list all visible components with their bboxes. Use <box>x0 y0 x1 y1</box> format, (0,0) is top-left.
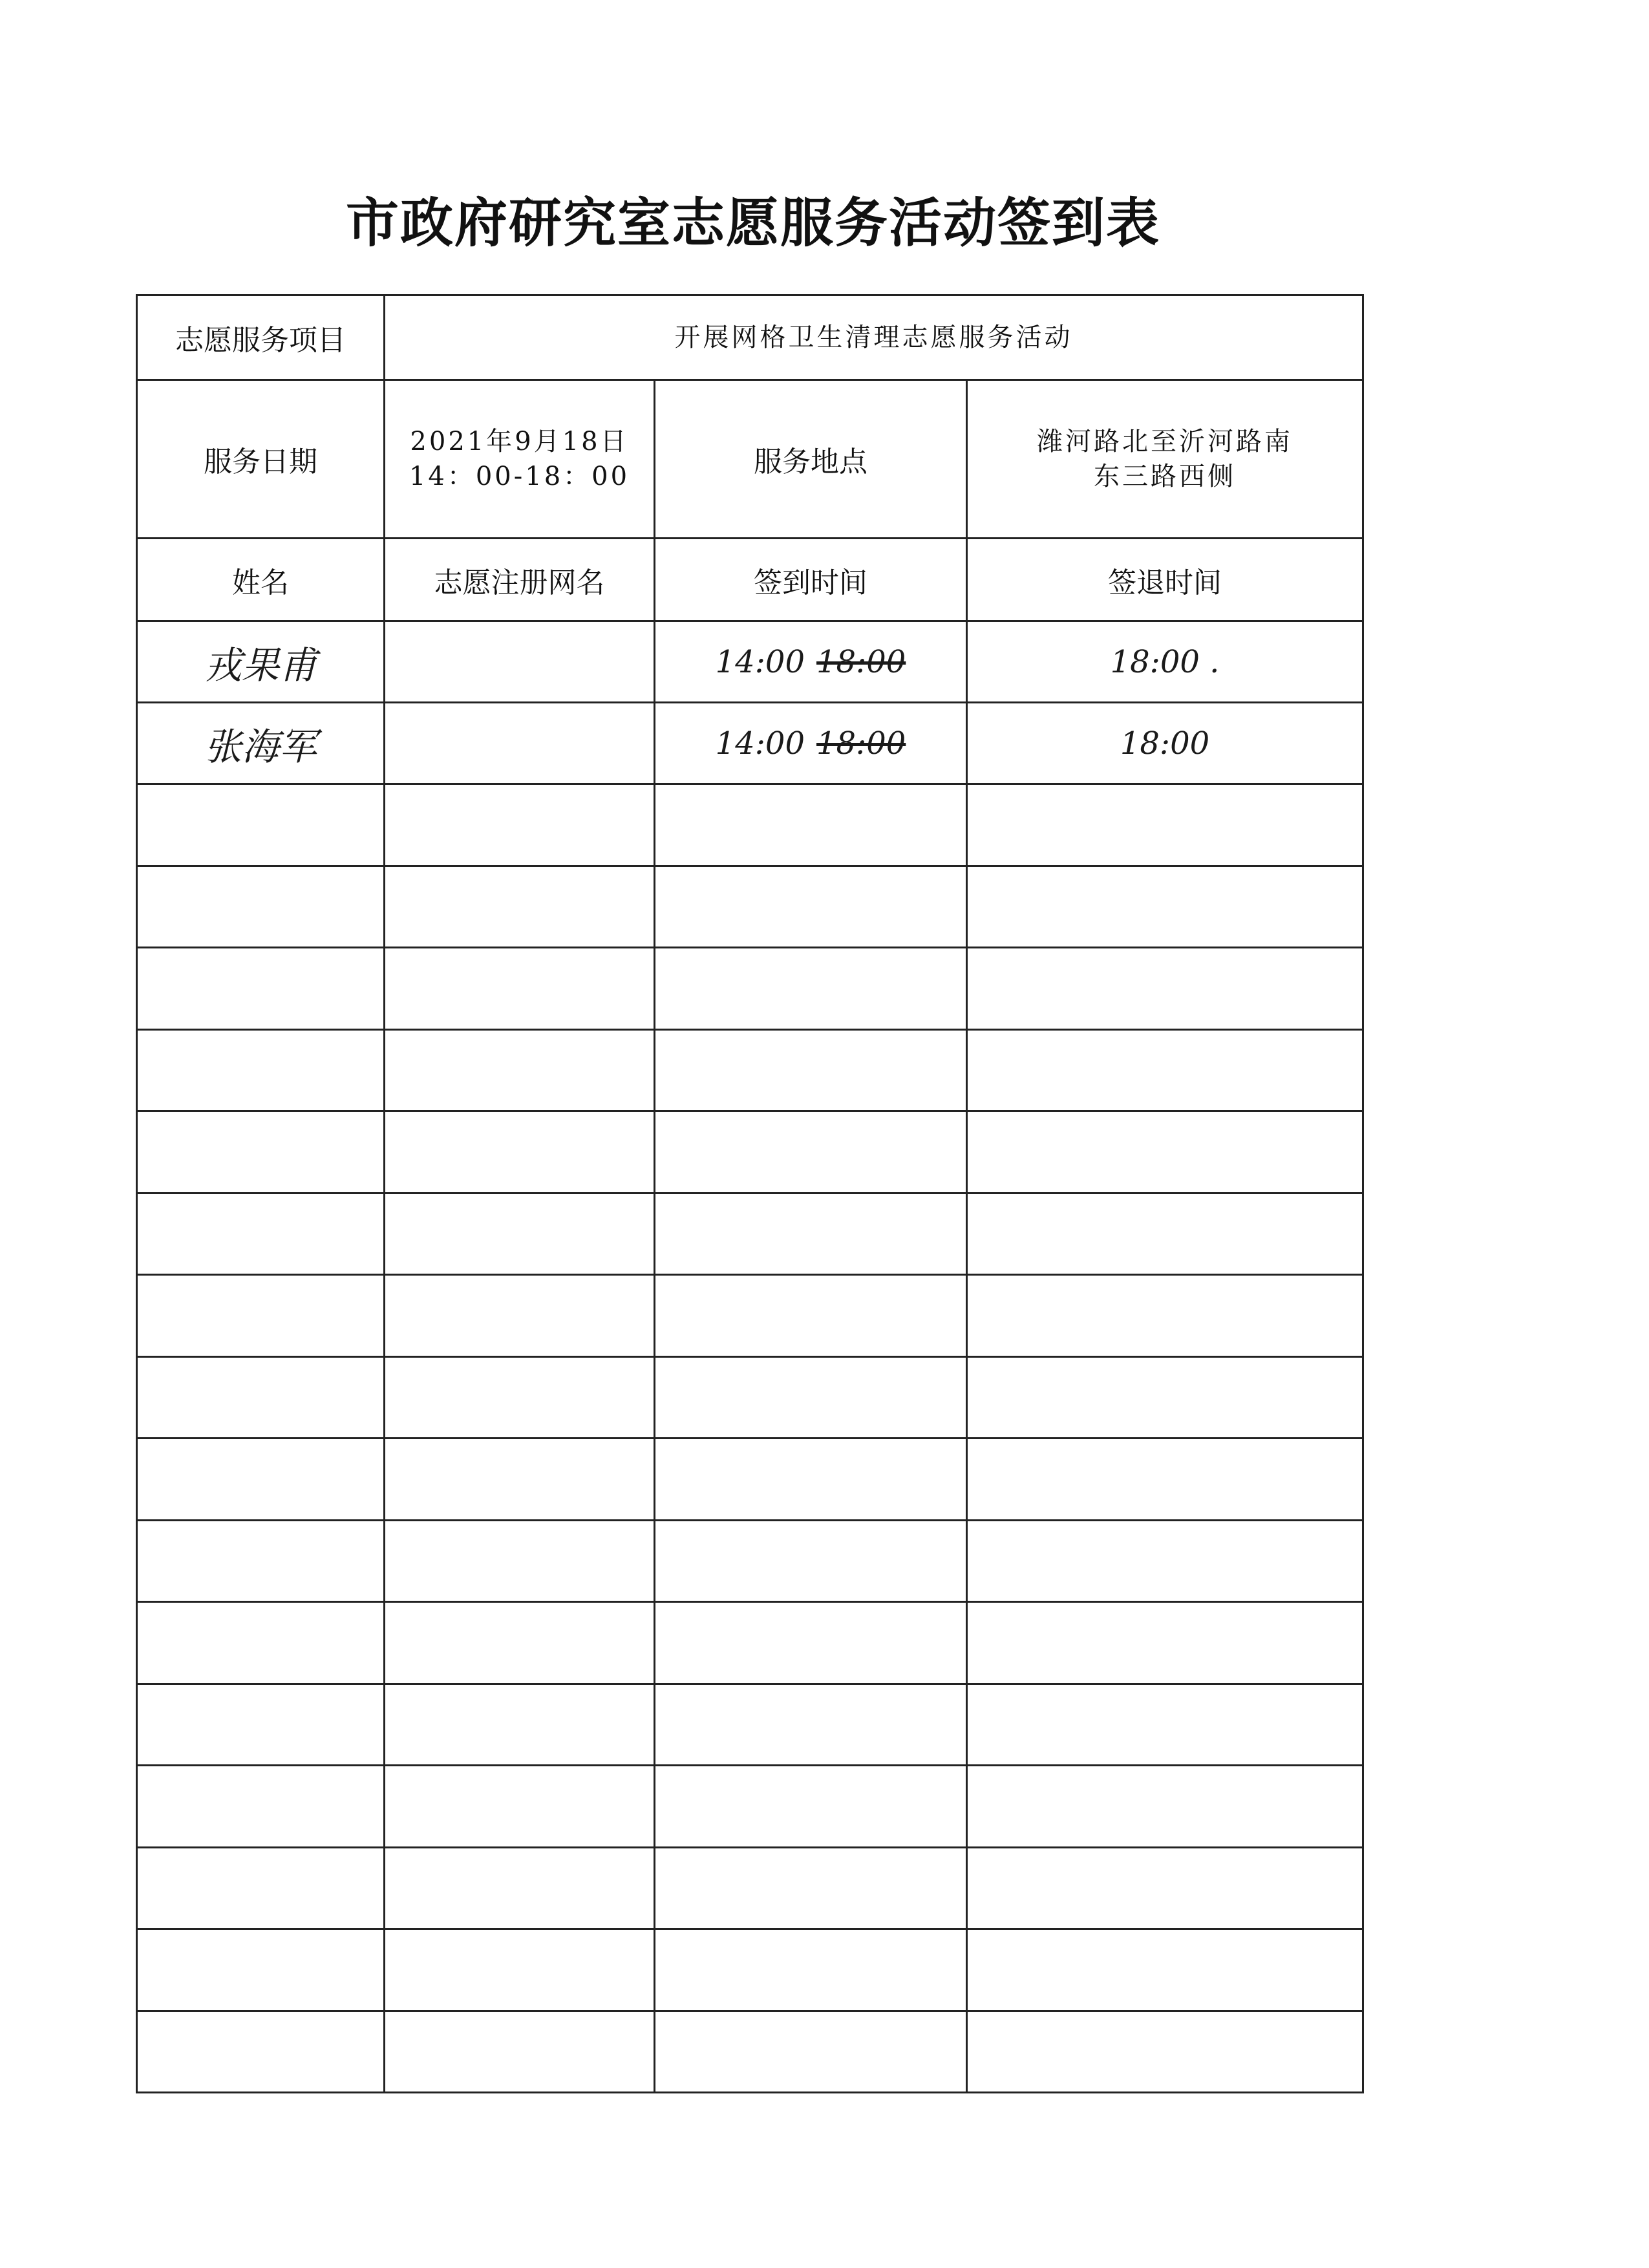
blank-name-cell <box>137 1029 385 1111</box>
blank-sign-in-cell <box>655 1111 967 1193</box>
blank-name-cell <box>137 1766 385 1848</box>
volunteer-name: 张海军 <box>137 703 385 784</box>
column-header-sign-out: 签退时间 <box>967 539 1363 621</box>
date-place-row <box>137 380 1363 539</box>
table-row-empty <box>137 948 1363 1030</box>
table-row <box>137 621 1363 703</box>
blank-sign-out-cell <box>967 1029 1363 1111</box>
blank-sign-out-cell <box>967 2011 1363 2093</box>
blank-sign-out-cell <box>967 1602 1363 1684</box>
blank-sign-in-cell <box>655 866 967 948</box>
blank-name-cell <box>137 1520 385 1602</box>
table-row-empty <box>137 1029 1363 1111</box>
table-row-empty <box>137 1520 1363 1602</box>
blank-sign-in-cell <box>655 1275 967 1357</box>
sign-in-time-cell <box>655 621 967 703</box>
date-value <box>385 380 655 539</box>
blank-sign-out-cell <box>967 1111 1363 1193</box>
blank-sign-out-cell <box>967 1193 1363 1275</box>
table-row-empty <box>137 2011 1363 2093</box>
blank-name-cell <box>137 866 385 948</box>
place-value <box>967 380 1363 539</box>
blank-name-cell <box>137 1929 385 2011</box>
blank-sign-out-cell <box>967 1356 1363 1439</box>
blank-name-cell <box>137 2011 385 2093</box>
blank-sign-in-cell <box>655 2011 967 2093</box>
place-line-2: 东三路西侧 <box>1094 462 1236 491</box>
blank-sign-in-cell <box>655 1193 967 1275</box>
blank-name-cell <box>137 948 385 1030</box>
blank-net-name-cell <box>385 948 655 1030</box>
column-header-net-name: 志愿注册网名 <box>385 539 655 621</box>
blank-sign-in-cell <box>655 1602 967 1684</box>
table-row-empty <box>137 1684 1363 1766</box>
time-range: 14：00-18：00 <box>409 462 630 491</box>
table-row-empty <box>137 1275 1363 1357</box>
table-row-empty <box>137 1847 1363 1929</box>
blank-net-name-cell <box>385 1275 655 1357</box>
table-row-empty <box>137 1439 1363 1521</box>
column-header-row <box>137 539 1363 621</box>
blank-sign-out-cell <box>967 1847 1363 1929</box>
blank-sign-out-cell <box>967 1766 1363 1848</box>
blank-name-cell <box>137 1275 385 1357</box>
volunteer-net-name <box>385 703 655 784</box>
project-label: 志愿服务项目 <box>137 295 385 380</box>
blank-name-cell <box>137 1356 385 1439</box>
blank-name-cell <box>137 1111 385 1193</box>
blank-net-name-cell <box>385 784 655 866</box>
blank-net-name-cell <box>385 1111 655 1193</box>
table-row <box>137 703 1363 784</box>
blank-sign-in-cell <box>655 1766 967 1848</box>
blank-name-cell <box>137 784 385 866</box>
column-header-sign-in: 签到时间 <box>655 539 967 621</box>
blank-net-name-cell <box>385 1520 655 1602</box>
blank-sign-in-cell <box>655 1356 967 1439</box>
blank-sign-out-cell <box>967 948 1363 1030</box>
blank-sign-out-cell <box>967 784 1363 866</box>
sign-out-time: 18:00 <box>967 703 1363 784</box>
table-row-empty <box>137 1766 1363 1848</box>
blank-sign-in-cell <box>655 784 967 866</box>
date-line: 2021年9月18日 <box>410 427 629 456</box>
table-row-empty <box>137 784 1363 866</box>
blank-name-cell <box>137 1684 385 1766</box>
table-row-empty <box>137 1602 1363 1684</box>
blank-net-name-cell <box>385 1356 655 1439</box>
blank-sign-in-cell <box>655 1520 967 1602</box>
blank-sign-in-cell <box>655 1684 967 1766</box>
blank-net-name-cell <box>385 1766 655 1848</box>
blank-sign-in-cell <box>655 1439 967 1521</box>
sign-in-time-cell <box>655 703 967 784</box>
blank-sign-in-cell <box>655 1847 967 1929</box>
volunteer-net-name <box>385 621 655 703</box>
struck-time: 18:00 <box>816 643 906 680</box>
sign-in-time: 14:00 <box>715 643 805 680</box>
blank-net-name-cell <box>385 1929 655 2011</box>
place-label: 服务地点 <box>655 380 967 539</box>
blank-net-name-cell <box>385 1684 655 1766</box>
blank-sign-in-cell <box>655 1929 967 2011</box>
table-row-empty <box>137 1356 1363 1439</box>
project-value: 开展网格卫生清理志愿服务活动 <box>385 295 1363 380</box>
table-row-empty <box>137 1193 1363 1275</box>
sign-out-time: 18:00 . <box>967 621 1363 703</box>
project-row <box>137 295 1363 380</box>
table-row-empty <box>137 1111 1363 1193</box>
blank-sign-out-cell <box>967 866 1363 948</box>
blank-net-name-cell <box>385 1029 655 1111</box>
page-title: 市政府研究室志愿服务活动签到表 <box>345 192 1160 254</box>
sign-in-table <box>136 294 1364 2093</box>
volunteer-name: 戎果甫 <box>137 621 385 703</box>
blank-net-name-cell <box>385 1439 655 1521</box>
blank-name-cell <box>137 1602 385 1684</box>
sign-in-time: 14:00 <box>715 725 805 762</box>
place-line-1: 潍河路北至沂河路南 <box>1037 427 1293 456</box>
blank-sign-out-cell <box>967 1439 1363 1521</box>
struck-time: 18:00 <box>816 725 906 762</box>
blank-sign-out-cell <box>967 1275 1363 1357</box>
blank-net-name-cell <box>385 1602 655 1684</box>
table-row-empty <box>137 1929 1363 2011</box>
blank-sign-out-cell <box>967 1520 1363 1602</box>
blank-net-name-cell <box>385 866 655 948</box>
blank-net-name-cell <box>385 1193 655 1275</box>
table-row-empty <box>137 866 1363 948</box>
blank-name-cell <box>137 1847 385 1929</box>
blank-sign-out-cell <box>967 1929 1363 2011</box>
blank-name-cell <box>137 1193 385 1275</box>
sign-in-form <box>136 294 1362 2091</box>
column-header-name: 姓名 <box>137 539 385 621</box>
blank-sign-in-cell <box>655 1029 967 1111</box>
date-label: 服务日期 <box>137 380 385 539</box>
blank-net-name-cell <box>385 1847 655 1929</box>
blank-sign-in-cell <box>655 948 967 1030</box>
blank-sign-out-cell <box>967 1684 1363 1766</box>
blank-name-cell <box>137 1439 385 1521</box>
blank-net-name-cell <box>385 2011 655 2093</box>
